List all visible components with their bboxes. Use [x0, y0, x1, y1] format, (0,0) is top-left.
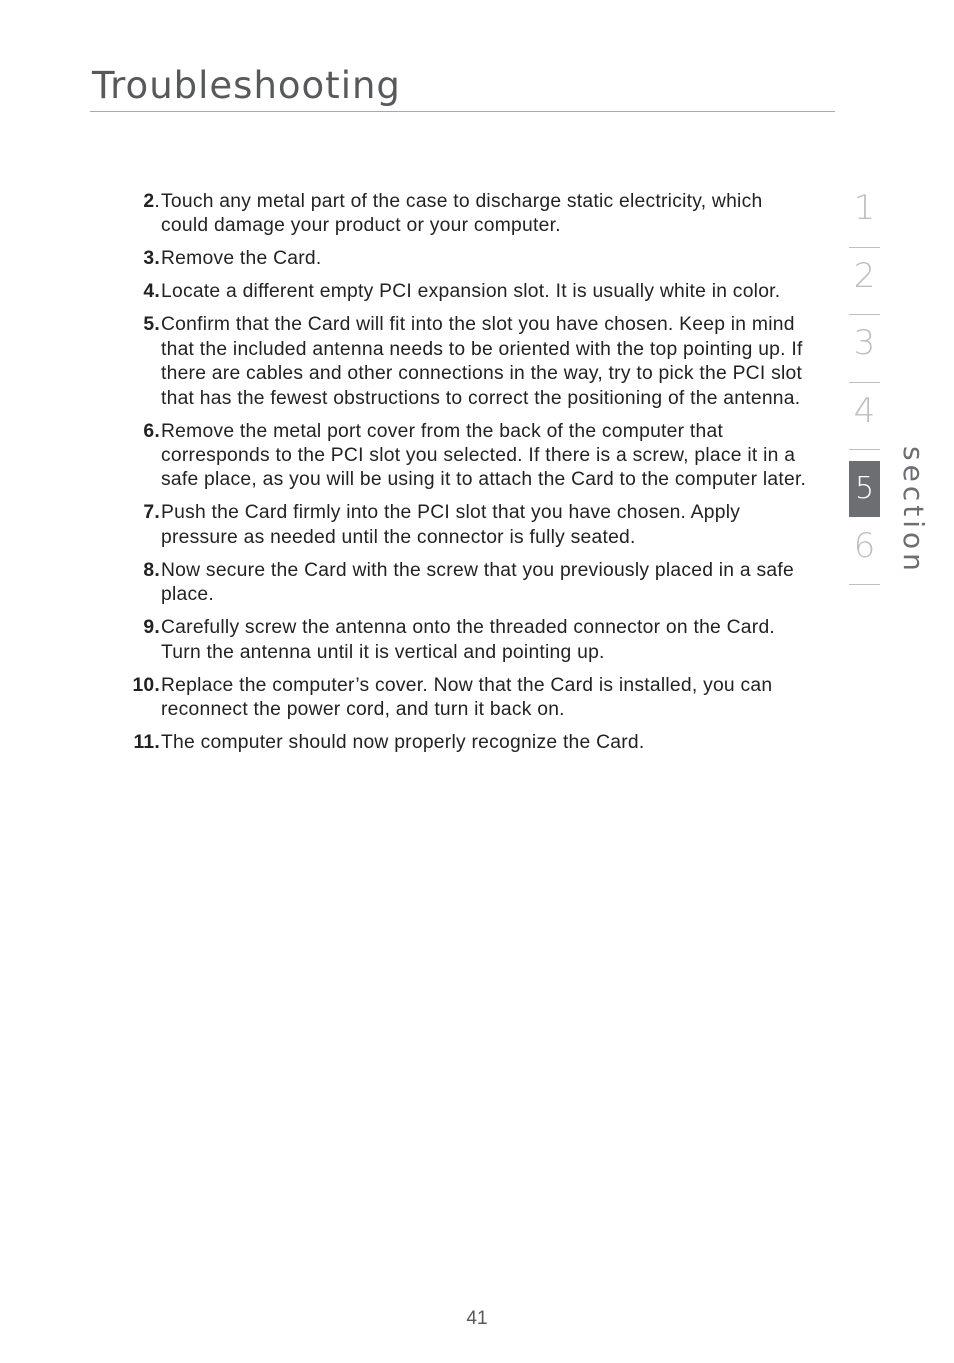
step-text: Remove the metal port cover from the back of the computer that corresponds to the PCI slot you selected. If there is a screw, place it in a safe place, as you will be using it to attach the Card to the computer later.	[161, 420, 807, 491]
page-number: 41	[466, 1308, 488, 1329]
section-tab-3[interactable]	[849, 315, 880, 383]
step-number: 6.	[143, 420, 160, 442]
step-number: 4.	[143, 281, 160, 303]
step-number: 10.	[132, 674, 160, 696]
step-text: Locate a different empty PCI expansion slot. It is usually white in color.	[161, 281, 781, 303]
list-item	[120, 280, 810, 304]
section-tab-4[interactable]	[849, 383, 880, 451]
section-tab-number: 3	[853, 323, 876, 363]
step-text: Replace the computer’s cover. Now that the Card is installed, you can reconnect the power cord, and turn it back on.	[161, 674, 773, 721]
section-tab-6[interactable]	[849, 518, 880, 586]
list-item	[120, 190, 810, 239]
step-number: 8.	[143, 559, 160, 581]
list-item	[120, 731, 810, 755]
step-text: The computer should now properly recognize the Card.	[161, 732, 645, 754]
step-number: 3.	[143, 248, 160, 270]
step-number: 7.	[143, 502, 160, 524]
section-tabs	[849, 180, 880, 585]
step-number: 5.	[143, 314, 160, 336]
section-tab-5-active[interactable]	[849, 450, 880, 518]
list-item	[120, 559, 810, 608]
section-tab-number: 6	[853, 525, 876, 566]
title-divider	[90, 111, 835, 112]
section-tab-number: 1	[853, 188, 876, 228]
instruction-list	[120, 190, 810, 764]
page-title: Troubleshooting	[92, 64, 401, 107]
step-text: Now secure the Card with the screw that you previously placed in a safe place.	[161, 559, 794, 606]
list-item	[120, 420, 810, 493]
list-item	[120, 674, 810, 723]
step-text: Touch any metal part of the case to discharge static electricity, which could damage your product or your computer.	[161, 191, 763, 237]
step-text: Push the Card firmly into the PCI slot that you have chosen. Apply pressure as needed until the connector is fully seated.	[161, 502, 741, 548]
list-item	[120, 501, 810, 550]
section-tab-number: 4	[853, 390, 876, 431]
step-number: 9.	[143, 617, 160, 639]
step-text: Remove the Card.	[161, 248, 322, 270]
section-tab-number: 5	[849, 461, 880, 517]
section-tab-number: 2	[853, 255, 876, 296]
step-text: Confirm that the Card will fit into the slot you have chosen. Keep in mind that the included antenna needs to be oriented with the top pointing up. If there are cables and other connections in the way, try to pick the PCI slot that has the fewest obstructions to correct the positioning of the antenna.	[161, 314, 803, 409]
step-text: Carefully screw the antenna onto the threaded connector on the Card. Turn the antenna until it is vertical and pointing up.	[161, 617, 776, 663]
section-tab-1[interactable]	[849, 180, 880, 248]
list-item	[120, 247, 810, 271]
section-label: section	[897, 446, 930, 575]
section-tab-2[interactable]	[849, 248, 880, 316]
section-tab-divider	[849, 584, 880, 585]
step-number: 2.	[143, 191, 160, 212]
list-item	[120, 616, 810, 665]
step-number: 11.	[133, 732, 160, 754]
list-item	[120, 313, 810, 411]
